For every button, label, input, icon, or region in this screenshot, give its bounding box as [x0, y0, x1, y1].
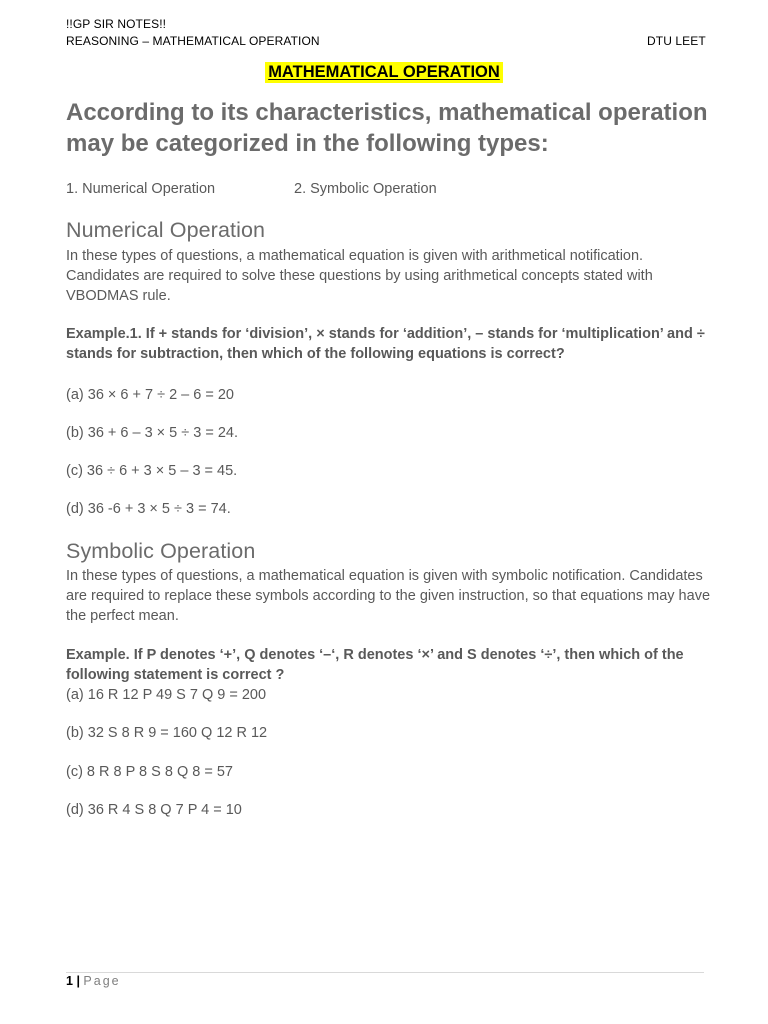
numerical-heading: Numerical Operation [66, 218, 266, 242]
numerical-option-d: (d) 36 -6 + 3 × 5 ÷ 3 = 74. [66, 501, 231, 517]
numerical-question: Example.1. If + stands for ‘division’, × stands for ‘addition’, – stands for ‘multiplication’ and ÷ stands for subtraction, then which of the following equations is correct? [66, 326, 705, 362]
symbolic-option-b: (b) 32 S 8 R 9 = 160 Q 12 R 12 [66, 725, 268, 741]
symbolic-description: In these types of questions, a mathematical equation is given with symbolic notification. Candidates are required to replace these symbols according to the given instruction, so that equations may have the perfect mean. [66, 568, 711, 624]
symbolic-question: Example. If P denotes ‘+’, Q denotes ‘–‘, R denotes ‘×’ and S denotes ‘÷’, then which of the following statement is correct ? [66, 647, 684, 683]
numerical-option-c: (c) 36 ÷ 6 + 3 × 5 – 3 = 45. [66, 463, 238, 479]
type-item-numerical: 1. Numerical Operation [66, 181, 216, 197]
symbolic-option-c: (c) 8 R 8 P 8 S 8 Q 8 = 57 [66, 764, 233, 780]
page-title: MATHEMATICAL OPERATION [265, 62, 503, 83]
numerical-option-b: (b) 36 + 6 – 3 × 5 ÷ 3 = 24. [66, 425, 239, 441]
symbolic-option-d: (d) 36 R 4 S 8 Q 7 P 4 = 10 [66, 802, 242, 818]
intro-heading: According to its characteristics, mathematical operation may be categorized in the following types: [66, 99, 708, 157]
header-subject: REASONING – MATHEMATICAL OPERATION [66, 34, 320, 48]
numerical-description: In these types of questions, a mathematical equation is given with arithmetical notification. Candidates are required to solve these questions by using arithmetical concepts stated with VBODMAS rule. [66, 248, 653, 304]
page-label: Page [83, 974, 121, 988]
header-notes-label: !!GP SIR NOTES!! [66, 17, 167, 31]
type-item-symbolic: 2. Symbolic Operation [294, 181, 437, 197]
page-number: 1 [66, 974, 73, 988]
footer-separator: | [76, 974, 80, 988]
symbolic-option-a: (a) 16 R 12 P 49 S 7 Q 9 = 200 [66, 687, 267, 703]
footer-divider [66, 972, 704, 973]
header-course: DTU LEET [647, 34, 706, 48]
symbolic-heading: Symbolic Operation [66, 539, 256, 563]
numerical-option-a: (a) 36 × 6 + 7 ÷ 2 – 6 = 20 [66, 387, 234, 403]
page-footer [66, 974, 121, 988]
title-container [0, 62, 768, 83]
